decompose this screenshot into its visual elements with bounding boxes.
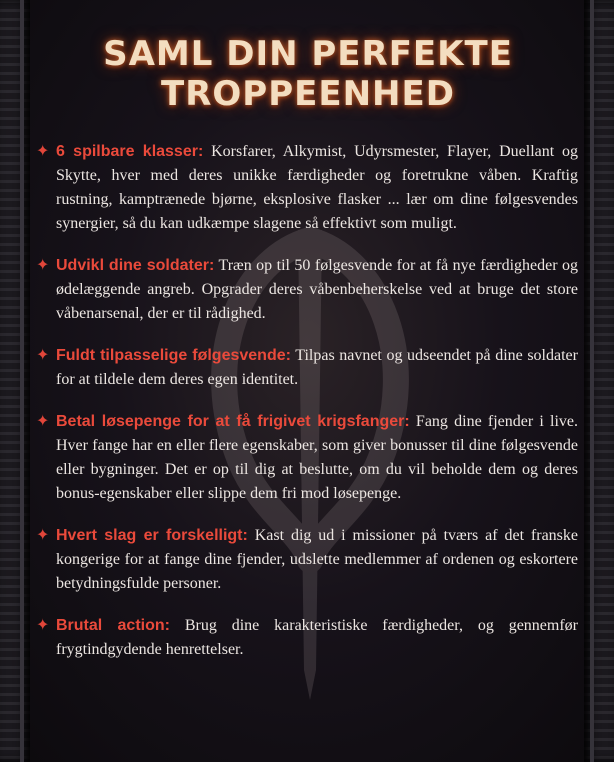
item-text: Kast dig ud i missioner på tværs af det franske kongerige for at fange dine fjender, udslette medlemmer af ordenen og eskortere betydningsfulde personer. <box>56 527 579 592</box>
list-item <box>38 254 578 326</box>
diamond-bullet-icon: ✦ <box>36 617 50 634</box>
item-text: Tilpas navnet og udseendet på dine soldater for at tildele dem deres egen identitet. <box>56 347 578 388</box>
diamond-bullet-icon: ✦ <box>36 413 50 430</box>
diamond-bullet-icon: ✦ <box>36 347 50 364</box>
list-item <box>38 410 578 506</box>
item-text: Brug dine karakteristiske færdigheder, og gennemfør frygtindgydende henrettelser. <box>56 617 579 658</box>
item-label: Udvikl dine soldater: <box>56 257 215 274</box>
item-label: Brutal action: <box>56 617 170 634</box>
diamond-bullet-icon: ✦ <box>36 257 50 274</box>
item-label: Fuldt tilpasselige følgesvende: <box>56 347 291 364</box>
list-item <box>38 344 578 392</box>
right-ornate-border <box>584 0 614 762</box>
diamond-bullet-icon: ✦ <box>36 527 50 544</box>
item-text: Korsfarer, Alkymist, Udyrsmester, Flayer, Duellant og Skytte, hver med deres unikke færdigheder og foretrukne våben. Kraftig rustning, kamptrænede bjørne, eksplosive flasker ... lær om dine følgesvendes synergier, så du kan udkæmpe slagene så effektivt som muligt. <box>56 143 579 232</box>
list-item <box>38 524 578 596</box>
item-text: Fang dine fjender i live. Hver fange har en eller flere egenskaber, som giver bonusser til dine følgesvende eller bygninger. Det er op til dig at beslutte, om du vil beholde dem og deres bonus-egenskaber eller slippe dem fri mod løsepenge. <box>56 413 579 502</box>
item-label: Betal løsepenge for at få frigivet krigsfanger: <box>56 413 410 430</box>
content-area <box>38 30 578 680</box>
list-item <box>38 614 578 662</box>
item-label: 6 spilbare klasser: <box>56 143 204 160</box>
item-text: Træn op til 50 følgesvende for at få nye færdigheder og ødelæggende angreb. Opgrader deres våbenbeherskelse ved at bruge det store våbenarsenal, der er til rådighed. <box>56 257 579 322</box>
diamond-bullet-icon: ✦ <box>36 143 50 160</box>
list-item <box>38 140 578 236</box>
left-ornate-border <box>0 0 30 762</box>
item-label: Hvert slag er forskelligt: <box>56 527 248 544</box>
page-title: SAML DIN PERFEKTE TROPPEENHED <box>103 34 513 114</box>
